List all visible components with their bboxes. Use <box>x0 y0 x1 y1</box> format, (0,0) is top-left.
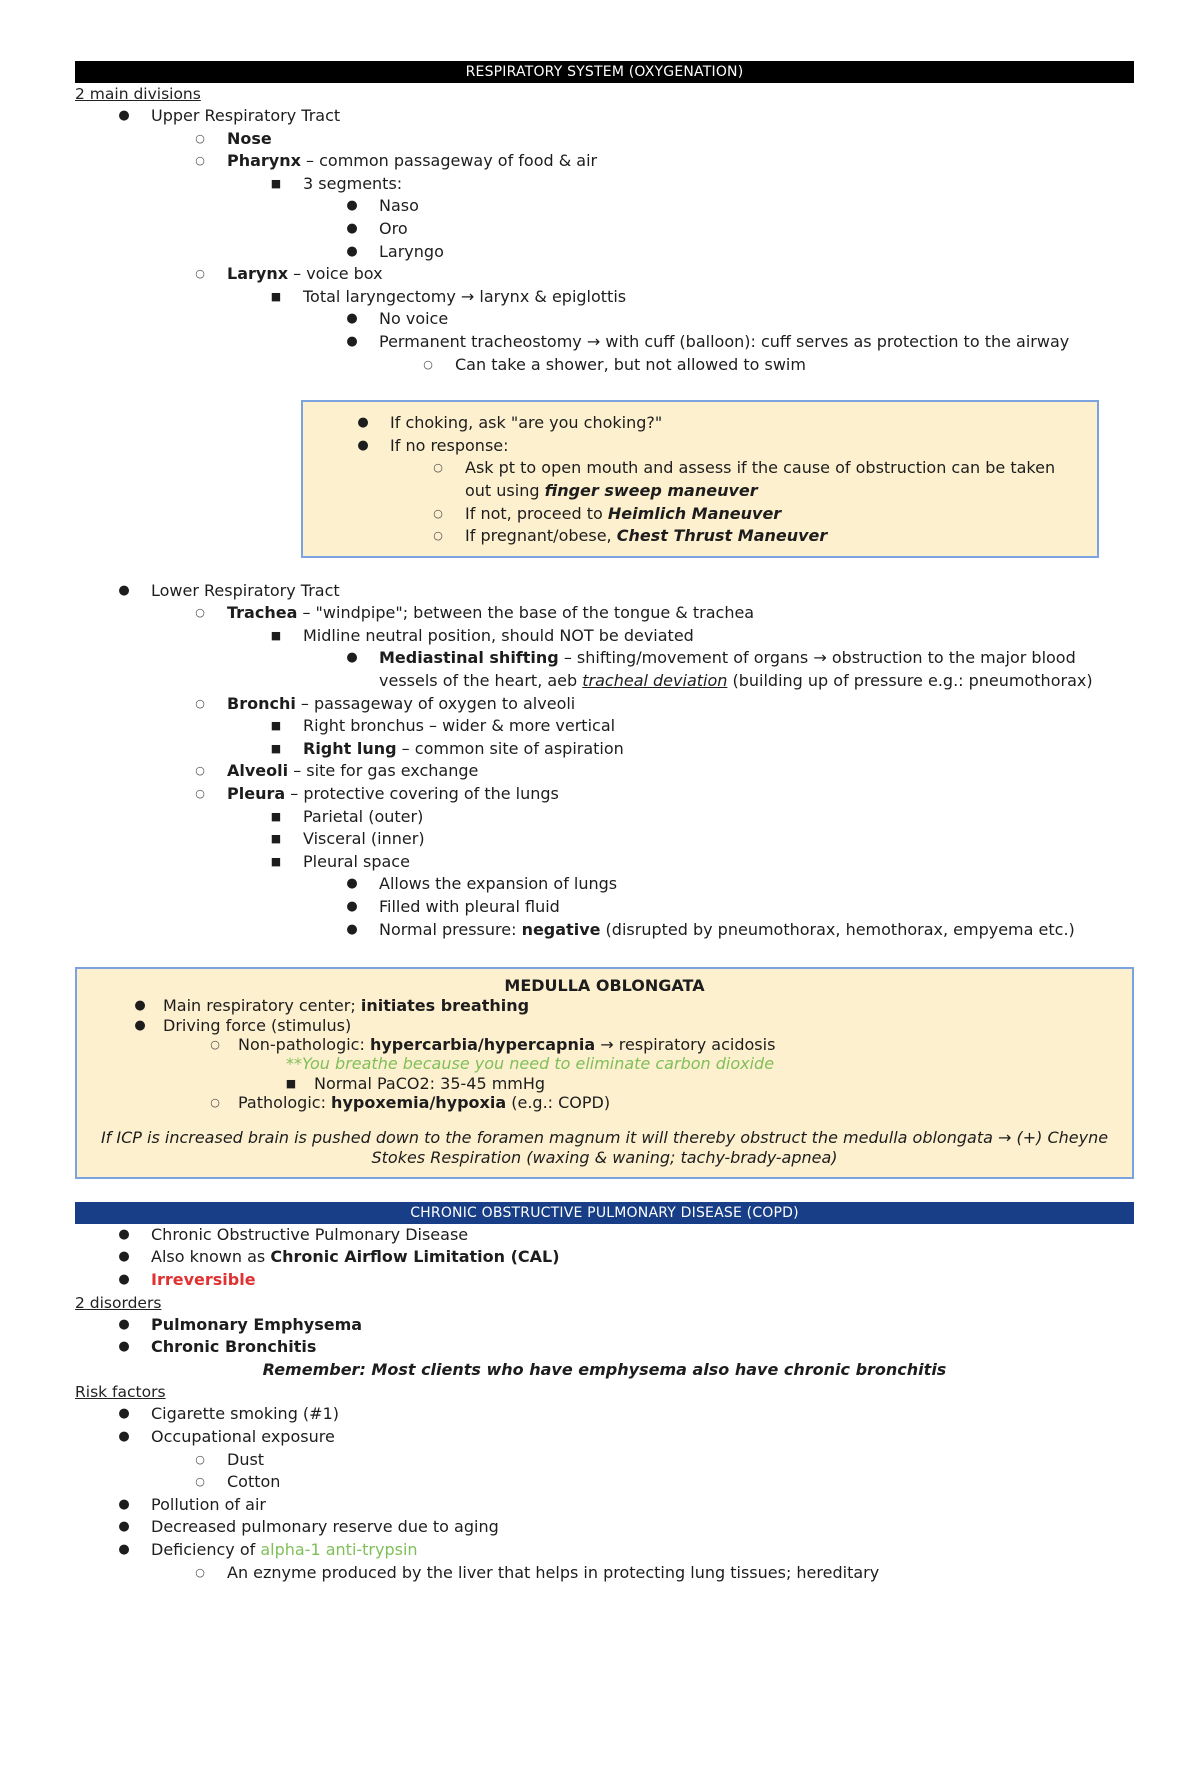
list-item-pleural-space: ■ Pleural space <box>270 851 410 871</box>
list-item-non-pathologic: ○ Non-pathologic: hypercarbia/hypercapnia → respiratory acidosis <box>210 1035 776 1054</box>
list-item-aging: ● Decreased pulmonary reserve due to aging <box>118 1517 499 1537</box>
list-item-oro: ● Oro <box>346 218 408 238</box>
list-item-right-bronchus: ■ Right bronchus – wider & more vertical <box>270 716 616 736</box>
medulla-callout-box <box>75 967 1134 1179</box>
list-item-pollution: ● Pollution of air <box>118 1494 266 1514</box>
remember-note: Remember: Most clients who have emphysema also have chronic bronchitis <box>262 1359 947 1379</box>
section-title-respiratory: RESPIRATORY SYSTEM (OXYGENATION) <box>75 61 1134 83</box>
list-item-aka: ● Also known as Chronic Airflow Limitation (CAL) <box>118 1247 560 1267</box>
medulla-title: MEDULLA OBLONGATA <box>504 976 705 996</box>
list-item-upper: ● Upper Respiratory Tract <box>118 106 341 125</box>
list-item-trachea: ○ Trachea – "windpipe"; between the base of the tongue & trachea <box>195 603 755 623</box>
list-item-permanent-tracheostomy: ● Permanent tracheostomy → with cuff (balloon): cuff serves as protection to the airway <box>346 331 1070 351</box>
list-item-pathologic: ○ Pathologic: hypoxemia/hypoxia (e.g.: COPD) <box>210 1093 611 1113</box>
list-item-emphysema: ● Pulmonary Emphysema <box>118 1314 363 1334</box>
disorders-heading: 2 disorders <box>75 1293 162 1312</box>
divisions-heading: 2 main divisions <box>75 85 201 103</box>
list-item-main-center: ● Main respiratory center; initiates breathing <box>134 996 530 1016</box>
risk-factors-heading: Risk factors <box>75 1383 166 1402</box>
list-item-no-voice: ● No voice <box>346 309 449 329</box>
icp-note: If ICP is increased brain is pushed down to the foramen magnum it will thereby obstruct the medulla oblongata → (+) Cheyne Stokes Respiration (waxing & waning; tachy-brady-apnea) <box>100 1127 1109 1168</box>
list-item-irreversible: ● Irreversible <box>118 1270 256 1289</box>
list-item-cotton: ○ Cotton <box>195 1472 281 1492</box>
list-item-total-laryngectomy: ■ Total laryngectomy → larynx & epiglottis <box>270 286 627 306</box>
list-item-no-response: ● If no response: <box>357 435 509 455</box>
list-item-laryngo: ● Laryngo <box>346 241 444 261</box>
section-title-copd: CHRONIC OBSTRUCTIVE PULMONARY DISEASE (COPD) <box>75 1202 1134 1224</box>
list-item-chest-thrust: ○ If pregnant/obese, Chest Thrust Maneuver <box>433 526 828 546</box>
list-item-lower: ● Lower Respiratory Tract <box>118 580 340 600</box>
list-item-copd-full: ● Chronic Obstructive Pulmonary Disease <box>118 1224 469 1244</box>
list-item-normal-pressure: ● Normal pressure: negative (disrupted by pneumothorax, hemothorax, empyema etc.) <box>346 919 1075 939</box>
list-item-mediastinal-shifting: ● Mediastinal shifting – shifting/movement of organs → obstruction to the major blood vessels of the heart, aeb tracheal deviation (building up of pressure e.g.: pneumothorax) <box>346 648 1093 691</box>
list-item-pleural-fluid: ● Filled with pleural fluid <box>346 897 560 916</box>
list-item-bronchitis: ● Chronic Bronchitis <box>118 1337 317 1357</box>
co2-note: **You breathe because you need to eliminate carbon dioxide <box>286 1054 775 1074</box>
list-item-parietal: ■ Parietal (outer) <box>270 806 424 826</box>
list-item-segments: ■ 3 segments: <box>270 173 403 193</box>
list-item-heimlich: ○ If not, proceed to Heimlich Maneuver <box>433 503 782 523</box>
list-item-occupational: ● Occupational exposure <box>118 1426 335 1446</box>
list-item-naso: ● Naso <box>346 196 419 216</box>
document-page <box>75 61 1134 1584</box>
list-item-finger-sweep: ○ Ask pt to open mouth and assess if the cause of obstruction can be taken out using finger sweep maneuver <box>433 458 1056 500</box>
list-item-right-lung: ■ Right lung – common site of aspiration <box>270 738 624 758</box>
list-item-paco2: ■ Normal PaCO2: 35-45 mmHg <box>285 1073 546 1093</box>
list-item-dust: ○ Dust <box>195 1449 265 1469</box>
list-item-alpha1: ● Deficiency of alpha-1 anti-trypsin <box>118 1539 418 1559</box>
list-item-choking-ask: ● If choking, ask "are you choking?" <box>357 413 663 433</box>
list-item-shower: ○ Can take a shower, but not allowed to swim <box>423 354 806 374</box>
list-item-alveoli: ○ Alveoli – site for gas exchange <box>195 761 479 781</box>
choking-callout-box <box>301 400 1099 558</box>
list-item-allows-expansion: ● Allows the expansion of lungs <box>346 874 618 894</box>
list-item-enzyme: ○ An eznyme produced by the liver that helps in protecting lung tissues; hereditary <box>195 1562 880 1582</box>
list-item-pleura: ○ Pleura – protective covering of the lungs <box>195 784 559 804</box>
list-item-bronchi: ○ Bronchi – passageway of oxygen to alveoli <box>195 693 576 713</box>
list-item-midline: ■ Midline neutral position, should NOT be deviated <box>270 625 694 645</box>
list-item-nose: ○ Nose <box>195 128 272 148</box>
list-item-pharynx: ○ Pharynx – common passageway of food & air <box>195 151 598 171</box>
list-item-larynx: ○ Larynx – voice box <box>195 264 383 284</box>
list-item-visceral: ■ Visceral (inner) <box>270 829 425 849</box>
list-item-driving-force: ● Driving force (stimulus) <box>134 1015 352 1035</box>
list-item-smoking: ● Cigarette smoking (#1) <box>118 1404 339 1424</box>
